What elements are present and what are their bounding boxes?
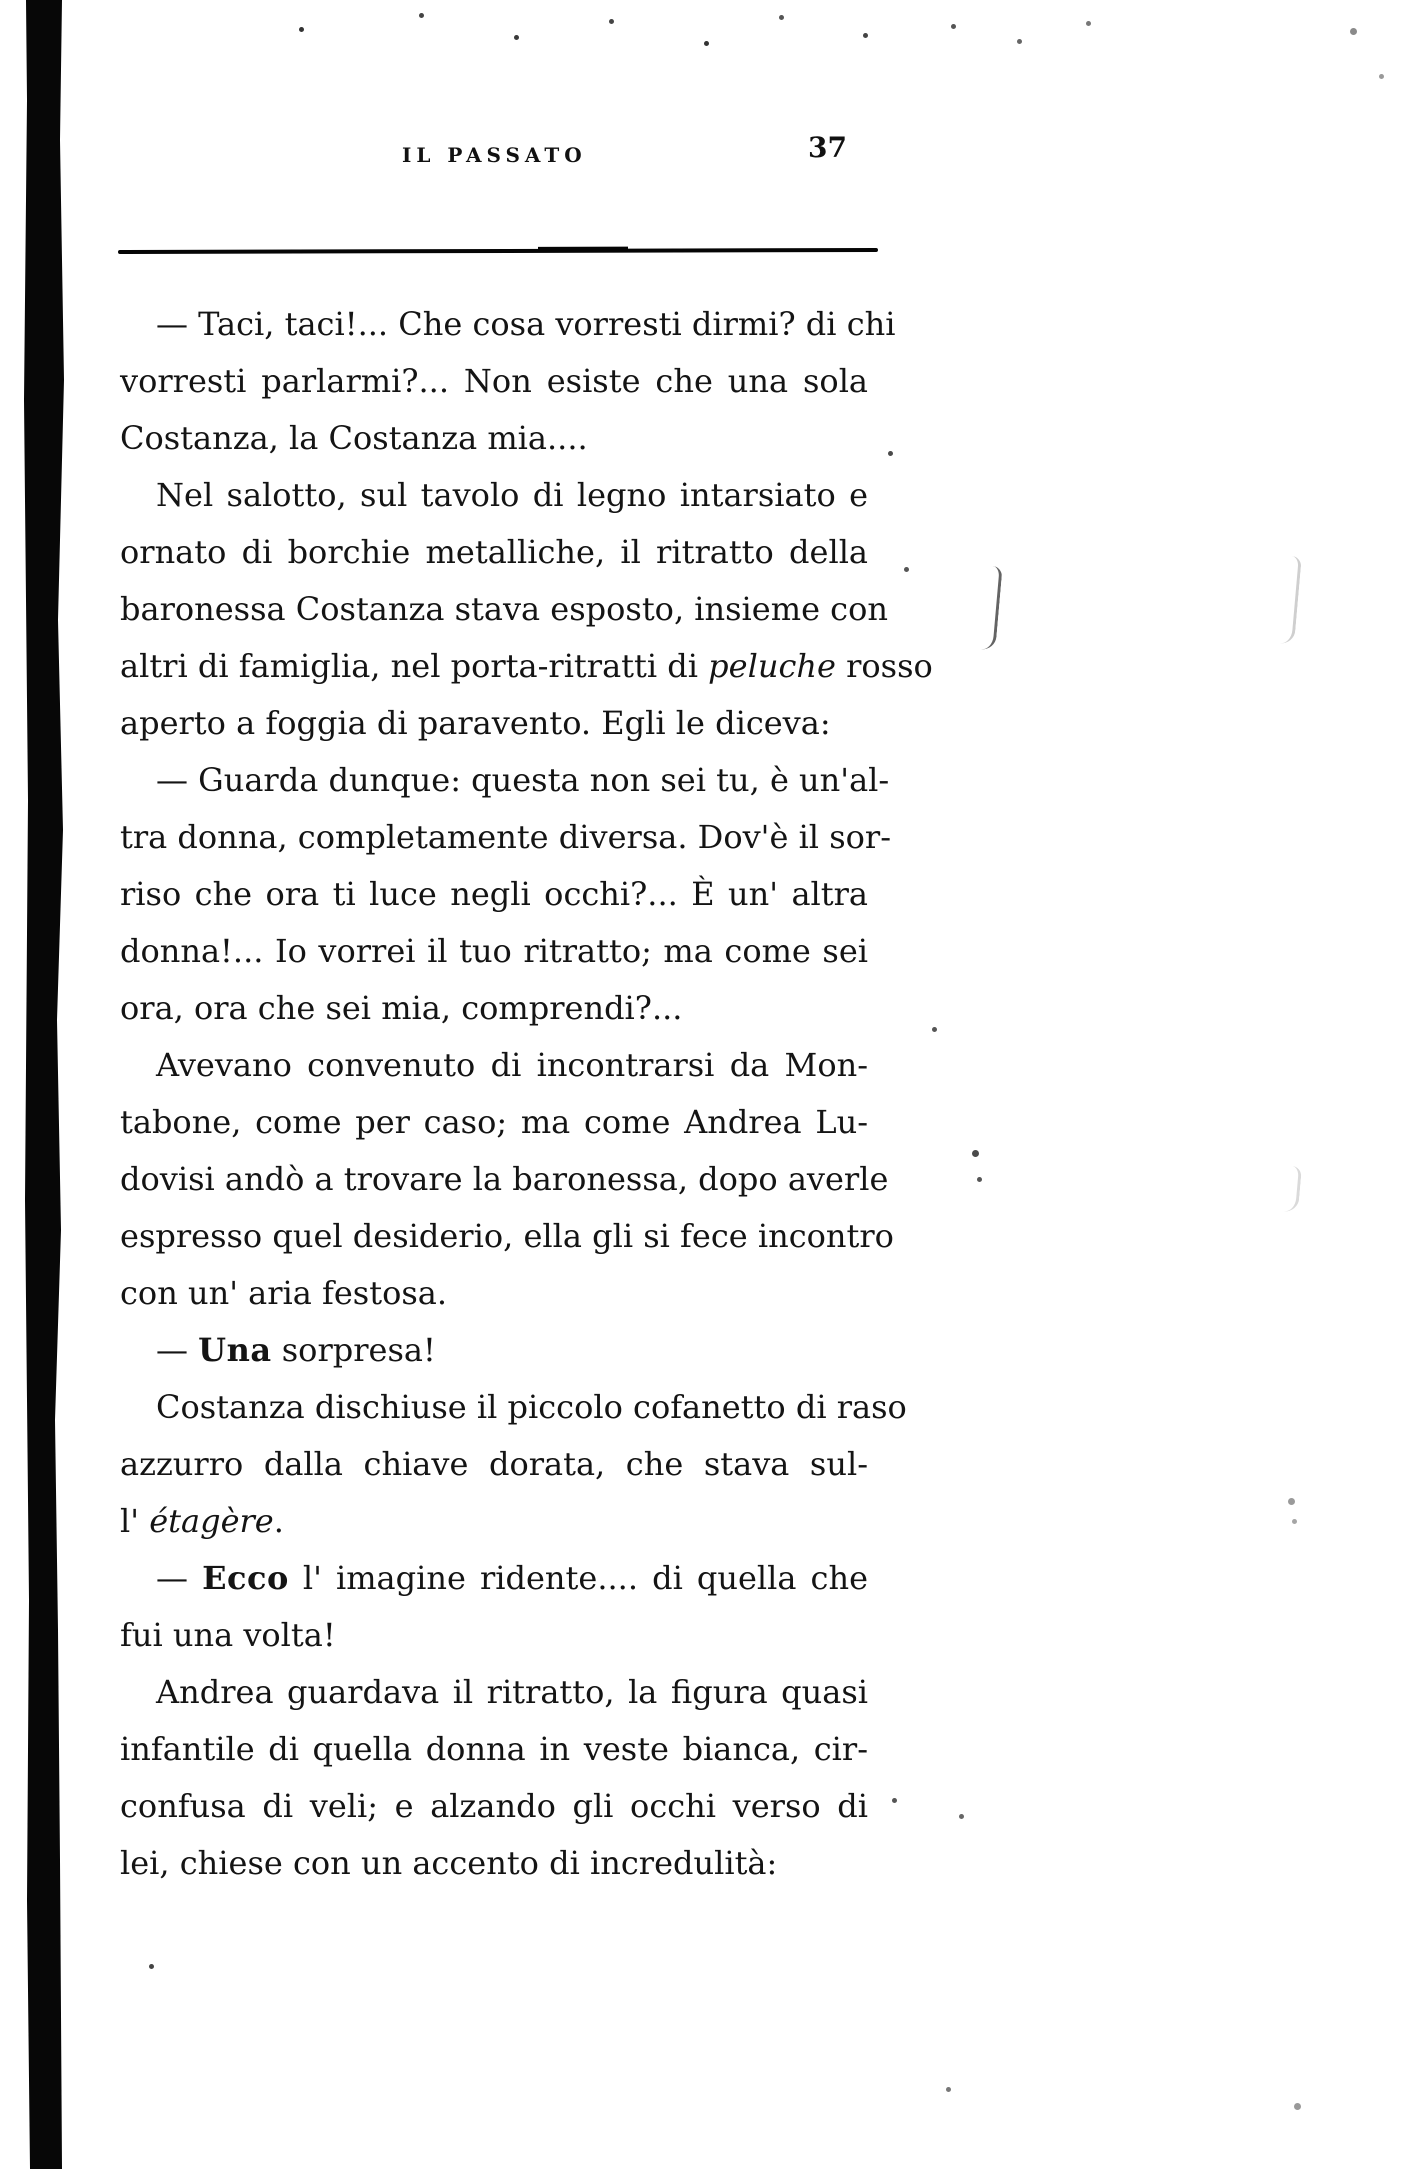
text-line: [120, 410, 868, 467]
text-line: [120, 296, 896, 353]
text-segment: — Guarda dunque: questa non sei tu, è un'al-: [156, 761, 890, 799]
text-segment: rosso: [835, 647, 933, 685]
text-line: [120, 581, 888, 638]
margin-ink-mark: [980, 566, 1002, 651]
header-rule: [118, 248, 878, 254]
text-segment: sorpresa!: [271, 1331, 436, 1369]
text-segment: dovisi andò a trovare la baronessa, dopo averle: [120, 1160, 889, 1198]
text-segment: con un' aria festosa.: [120, 1274, 448, 1312]
text-line: [120, 866, 868, 923]
text-line: [120, 467, 868, 524]
text-segment: Ecco: [202, 1559, 289, 1597]
text-line: [120, 1493, 868, 1550]
text-segment: baronessa Costanza stava esposto, insieme con: [120, 590, 888, 628]
text-line: [120, 809, 891, 866]
text-line: [120, 1379, 907, 1436]
text-line: [120, 1835, 868, 1892]
text-line: [120, 1550, 868, 1607]
text-segment: Una: [198, 1331, 272, 1369]
text-line: [120, 1721, 868, 1778]
text-segment: espresso quel desiderio, ella gli si fece incontro: [120, 1217, 894, 1255]
text-line: [120, 1037, 868, 1094]
text-segment: azzurro dalla chiave dorata, che stava sul-: [120, 1445, 868, 1483]
text-segment: aperto a foggia di paravento. Egli le diceva:: [120, 704, 831, 742]
text-line: [120, 1607, 868, 1664]
text-segment: —: [156, 1331, 199, 1369]
text-segment: lei, chiese con un accento di incredulità:: [120, 1844, 778, 1882]
scan-smudge: [418, 50, 810, 112]
text-segment: étagère: [149, 1502, 274, 1540]
text-segment: confusa di veli; e alzando gli occhi verso di: [120, 1787, 868, 1825]
text-segment: altri di famiglia, nel porta-ritratti di: [120, 647, 709, 685]
text-line: [120, 1151, 889, 1208]
text-line: [120, 923, 868, 980]
text-segment: donna!... Io vorrei il tuo ritratto; ma come sei: [120, 932, 868, 970]
text-line: [120, 695, 868, 752]
text-segment: ora, ora che sei mia, comprendi?...: [120, 989, 683, 1027]
text-segment: fui una volta!: [120, 1616, 336, 1654]
text-segment: Costanza dischiuse il piccolo cofanetto di raso: [156, 1388, 907, 1426]
text-line: [120, 1208, 894, 1265]
text-segment: vorresti parlarmi?... Non esiste che una sola: [120, 362, 868, 400]
text-segment: riso che ora ti luce negli occhi?... È un' altra: [120, 875, 868, 913]
text-segment: Avevano convenuto di incontrarsi da Mon-: [156, 1046, 868, 1084]
text-line: [120, 1778, 868, 1835]
running-title: IL PASSATO: [402, 143, 587, 167]
text-line: [120, 524, 868, 581]
page-number: 37: [808, 131, 847, 164]
text-segment: Andrea guardava il ritratto, la figura quasi: [156, 1673, 868, 1711]
text-segment: infantile di quella donna in veste bianca, cir-: [120, 1730, 868, 1768]
binding-shadow-band: [0, 0, 70, 2169]
text-line: [120, 1664, 868, 1721]
text-segment: tabone, come per caso; ma come Andrea Lu-: [120, 1103, 868, 1141]
text-line: [120, 1265, 868, 1322]
text-segment: Costanza, la Costanza mia....: [120, 419, 588, 457]
text-block: [120, 296, 933, 1892]
text-line: [120, 1322, 868, 1379]
text-segment: —: [156, 1559, 203, 1597]
text-segment: .: [273, 1502, 284, 1540]
text-segment: l' imagine ridente.... di quella che: [288, 1559, 869, 1597]
text-line: [120, 752, 890, 809]
text-line: [120, 1094, 868, 1151]
text-segment: — Taci, taci!... Che cosa vorresti dirmi? di chi: [156, 305, 896, 343]
text-line: [120, 638, 933, 695]
text-segment: ornato di borchie metalliche, il ritratto della: [120, 533, 868, 571]
margin-ink-mark-faint: [1279, 556, 1302, 645]
margin-ink-mark-small: [1283, 1165, 1302, 1212]
text-line: [120, 980, 868, 1037]
text-segment: Nel salotto, sul tavolo di legno intarsiato e: [156, 476, 868, 514]
text-segment: l': [120, 1502, 150, 1540]
text-line: [120, 1436, 868, 1493]
text-segment: tra donna, completamente diversa. Dov'è il sor-: [120, 818, 891, 856]
text-segment: peluche: [708, 647, 836, 685]
text-line: [120, 353, 868, 410]
